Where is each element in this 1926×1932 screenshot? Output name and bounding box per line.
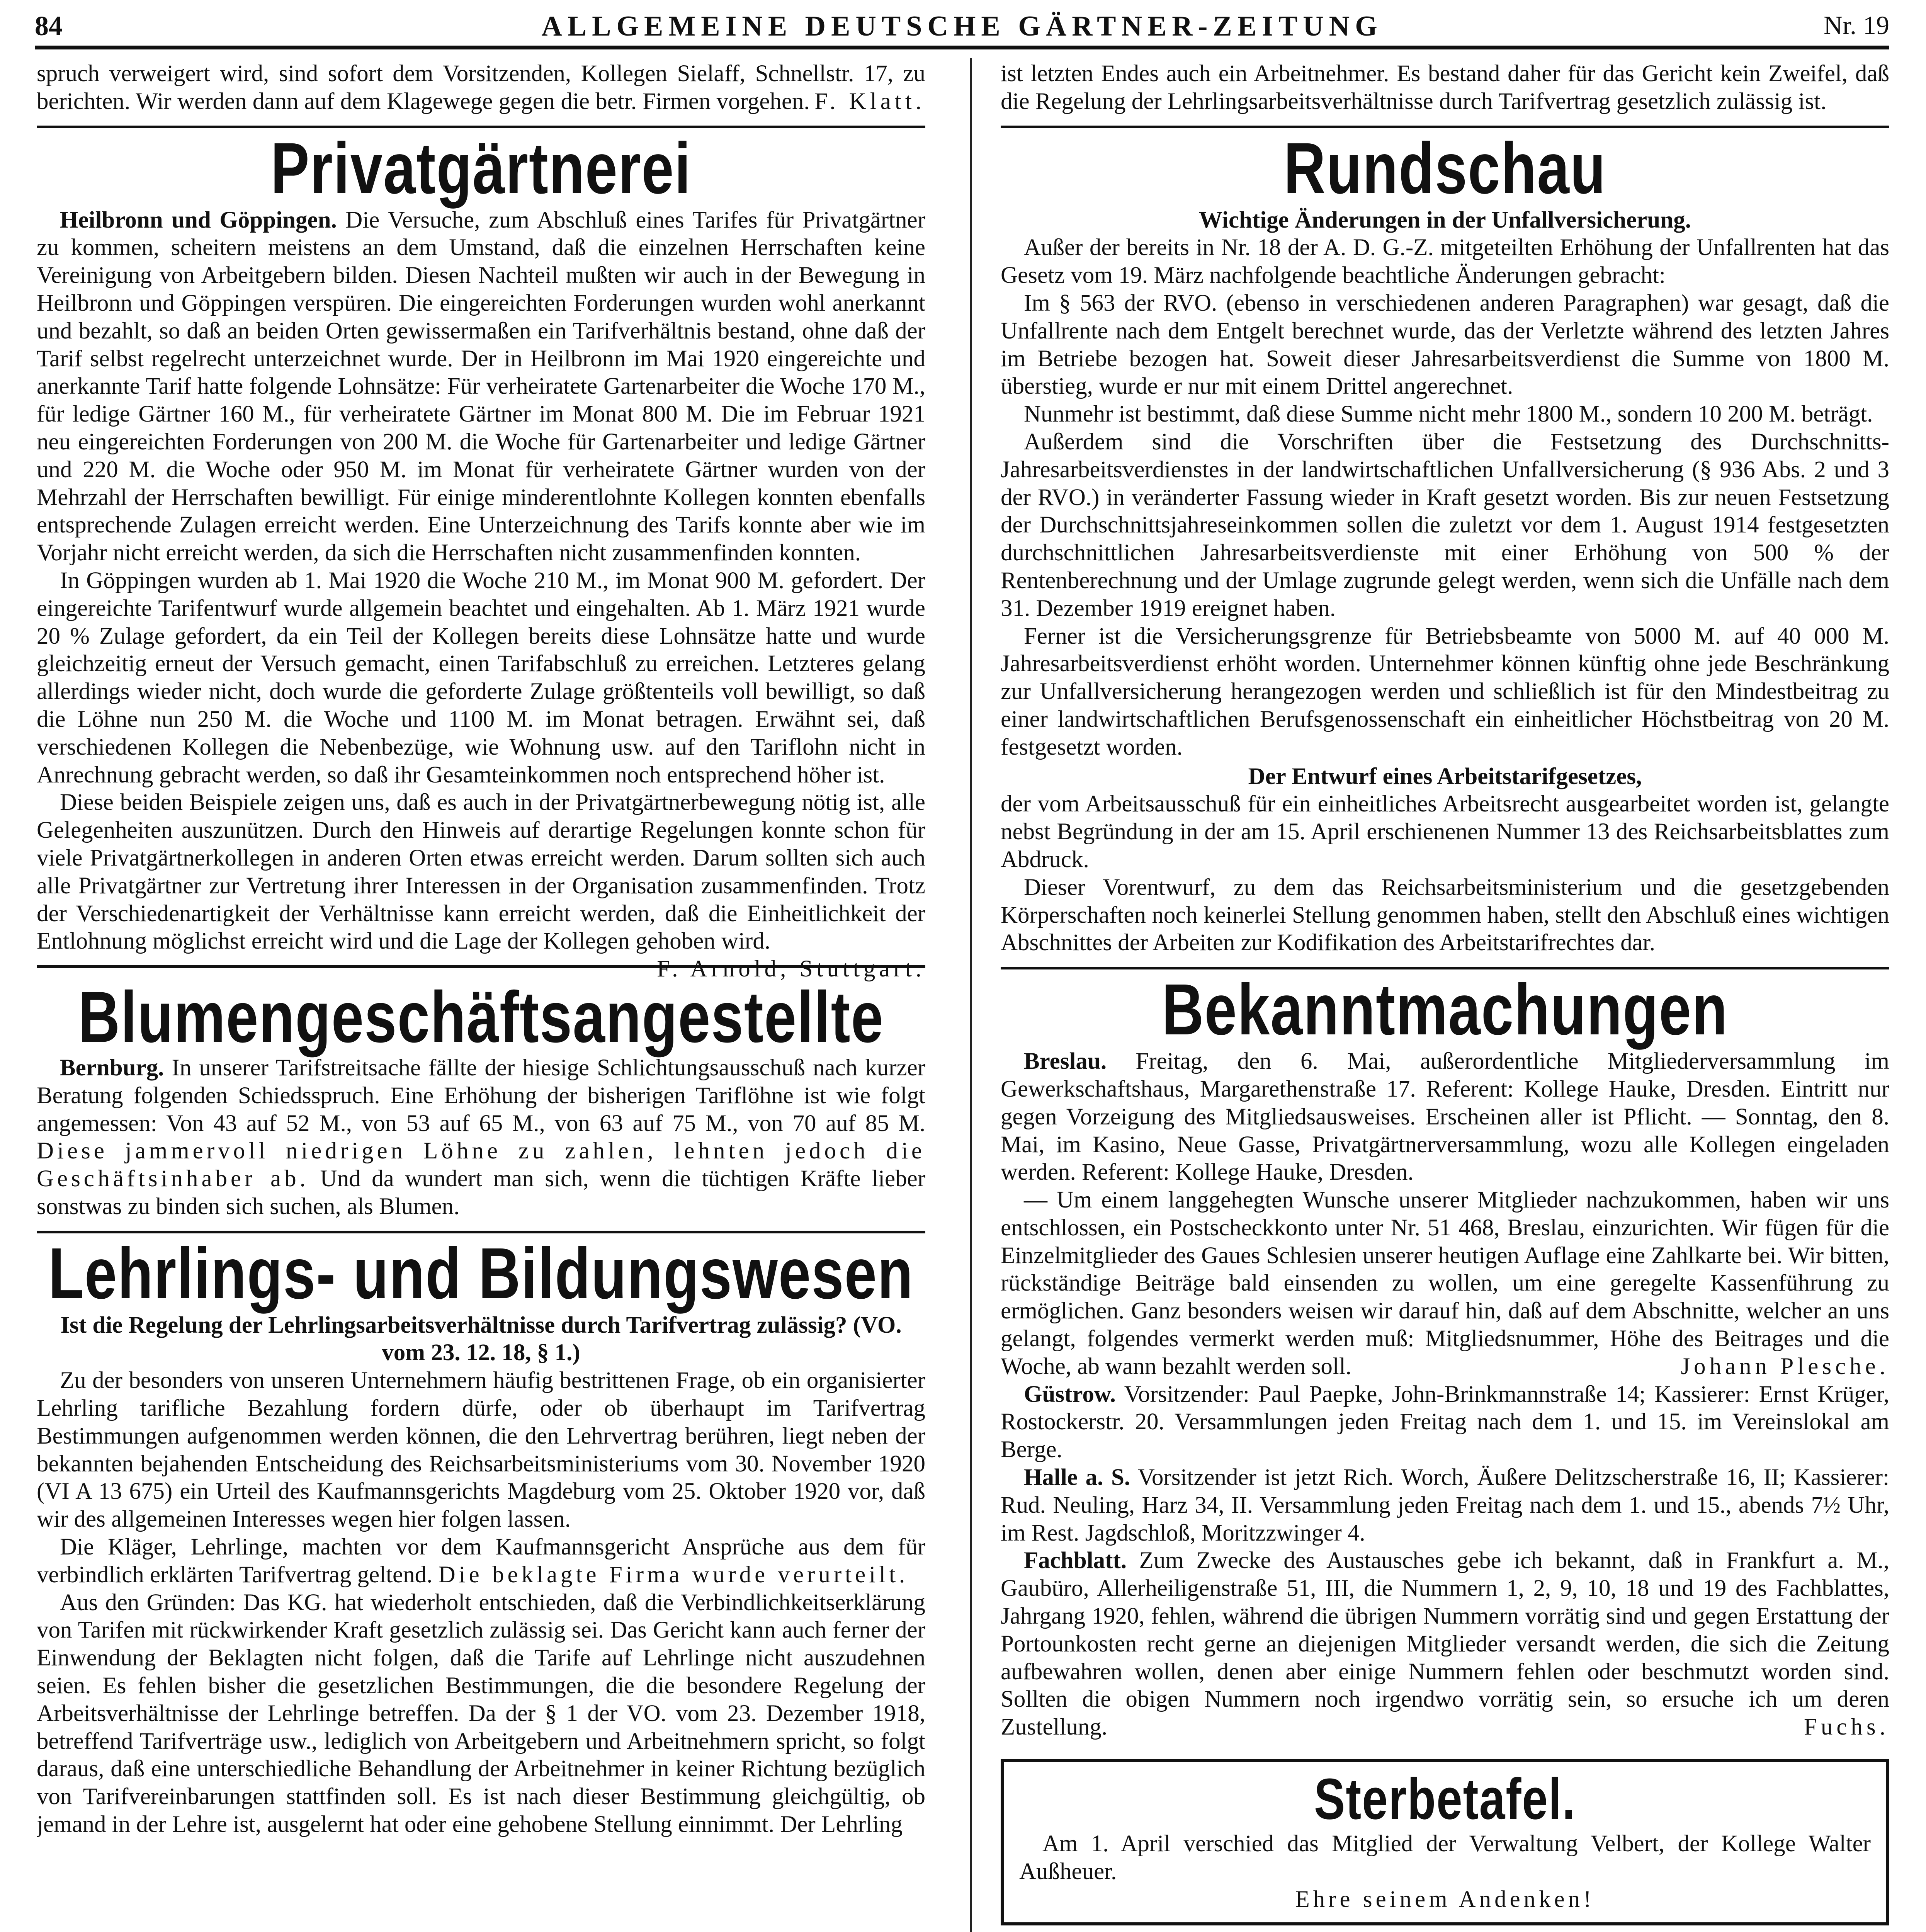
article-paragraph: Dieser Vorentwurf, zu dem das Reichsarbeitsministerium und die gesetzgebenden Körperschaften noch keinerlei Stellung genommen haben, stellt den Abschluß eines wichtigen Abschnittes der Arbeiten zur Kodifikation des Arbeitstarifrechtes dar.	[1001, 874, 1889, 956]
section-heading-rundschau: Rundschau	[1283, 127, 1606, 209]
notice-breslau: Breslau. Freitag, den 6. Mai, außerordentliche Mitgliederversammlung im Gewerkschaftshaus, Margarethenstraße 17. Referent: Kollege Hauke, Dresden. Eintritt nur gegen Vorzeigung des Mitgliedsausweises. Erscheinen aller ist Pflicht. — Sonntag, den 8. Mai, im Kasino, Neue Gasse, Privatgärtnerversammlung, wozu alle Kollegen eingeladen werden. Referent: Kollege Hauke, Dresden.	[1001, 1048, 1889, 1185]
article-paragraph: Diese beiden Beispiele zeigen uns, daß es auch in der Privatgärtnerbewegung nötig ist, alle Gelegenheiten auszunützen. Durch den Hinweis auf derartige Regelungen konnte schon für viele Privatgärtnerkollegen in anderen Orten etwas erreicht werden. Darum sollten sich auch alle Privatgärtner zur Vertretung ihrer Interessen in der Organisation zusammenfinden. Trotz der Verschiedenartigkeit der Verhältnisse kann erreicht werden, daß die Einheitlichkeit der Entlohnung möglichst erreicht wird und die Lage der Kollegen gehoben wird. F. Arnold, Stuttgart.	[37, 789, 925, 955]
continued-text: ist letzten Endes auch ein Arbeitnehmer. Es bestand daher für das Gericht kein Zweifel, daß die Regelung der Lehrlingsarbeitsverhältnisse durch Tarifvertrag gesetzlich zulässig ist.	[1001, 61, 1889, 114]
obituary-closing: Ehre seinem Andenken!	[1295, 1886, 1595, 1912]
obituary-text: Am 1. April verschied das Mitglied der Verwaltung Velbert, der Kollege Walter Außheuer.	[1019, 1831, 1871, 1884]
article-paragraph: Außerdem sind die Vorschriften über die Festsetzung des Durchschnitts-Jahresarbeitsverdienstes in der landwirtschaftlichen Unfallversicherung (§ 936 Abs. 2 und 3 der RVO.) in veränderter Fassung wieder in Kraft gesetzt worden. Bis zur neuen Festsetzung der Durchschnittsjahreseinkommen sollen die zuletzt vor dem 1. August 1914 festgesetzten durchschnittlichen Jahresarbeitsverdienste mit einer Erhöhung von 500 % der Rentenberechnung und der Umlage zugrunde gelegt werden, wenn sich die Unfälle nach dem 31. Dezember 1919 ereignet haben.	[1001, 429, 1889, 621]
notice-guestrow: Güstrow. Vorsitzender: Paul Paepke, John-Brinkmannstraße 14; Kassierer: Ernst Krüger, Rostockerstr. 20. Versammlungen jeden Freitag nach dem 1. und 15. im Vereinslokal am Berge.	[1001, 1381, 1889, 1463]
article-paragraph: Im § 563 der RVO. (ebenso in verschiedenen anderen Paragraphen) war gesagt, daß die Unfallrente nach dem Entgelt berechnet wurde, das der Verletzte während des letzten Jahres im Betriebe bezogen hat. Soweit dieser Jahresarbeitsverdienst die Summe von 1800 M. überstieg, wurde er nur mit einem Drittel angerechnet.	[1001, 290, 1889, 400]
section-heading-bekanntmachungen: Bekanntmachungen	[1162, 969, 1728, 1050]
page-header	[35, 7, 1889, 49]
article-paragraph: Nunmehr ist bestimmt, daß diese Summe nicht mehr 1800 M., sondern 10 200 M. beträgt.	[1024, 401, 1873, 427]
signature: F. Klatt.	[814, 88, 925, 114]
notice-fachblatt: Fachblatt. Zum Zwecke des Austausches gebe ich bekannt, daß in Frankfurt a. M., Gaubüro, Allerheiligenstraße 51, III, die Nummern 1, 2, 9, 10, 18 und 19 des Fachblattes, Jahrgang 1920, fehlen, während die übrigen Nummern vorrätig sind und gegen Erstattung der Portounkosten recht gerne an diejenigen Mitglieder versandt werden, die sich die Zeitung aufbewahren wollen, denen aber einige Nummern fehlen oder beschmutzt worden sind. Sollten die obigen Nummern noch irgendwo vorrätig sein, so ersuche ich um deren Zustellung. Fuchs.	[1001, 1547, 1889, 1741]
column-separator	[970, 58, 972, 1932]
signature: F. Arnold, Stuttgart.	[657, 956, 925, 982]
article-subtitle: Wichtige Änderungen in der Unfallversicherung.	[1199, 207, 1691, 233]
notice-halle: Halle a. S. Vorsitzender ist jetzt Rich. Worch, Äußere Delitzscherstraße 16, II; Kassierer: Rud. Neuling, Harz 34, II. Versammlung jeden Freitag nach dem 1. und 15., abends 7½ Uhr, im Rest. Jagdschloß, Moritzzwinger 4.	[1001, 1464, 1889, 1546]
article-paragraph: Ferner ist die Versicherungsgrenze für Betriebsbeamte von 5000 M. auf 40 000 M. Jahresarbeitsverdienst erhöht worden. Unternehmer können künftig ohne jede Beschränkung zur Unfallversicherung herangezogen werden und schließlich ist für den Mindestbeitrag zu einer landwirtschaftlichen Berufsgenossenschaft ein einheitlicher Höchstbeitrag von 20 M. festgesetzt worden.	[1001, 623, 1889, 760]
section-heading-blumengeschaeft: Blumengeschäftsangestellte	[78, 976, 884, 1058]
issue-number: Nr. 19	[1824, 10, 1889, 40]
article-paragraph: Außer der bereits in Nr. 18 der A. D. G.-Z. mitgeteilten Erhöhung der Unfallrenten hat das Gesetz vom 19. März nachfolgende beachtliche Änderungen gebracht:	[1001, 235, 1889, 289]
signature: Fuchs.	[1804, 1714, 1889, 1740]
left-column	[37, 60, 925, 1932]
article-paragraph: Die Kläger, Lehrlinge, machten vor dem Kaufmannsgericht Ansprüche aus dem für verbindlich erklärten Tarifvertrag geltend. Die beklagte Firma wurde verurteilt.	[37, 1534, 925, 1588]
section-heading-sterbetafel: Sterbetafel.	[1314, 1767, 1576, 1832]
header-rule	[35, 46, 1889, 49]
article-subtitle: Ist die Regelung der Lehrlingsarbeitsverhältnisse durch Tarifvertrag zulässig? (VO. vom 23. 12. 18, § 1.)	[60, 1312, 902, 1366]
article-paragraph: In Göppingen wurden ab 1. Mai 1920 die Woche 210 M., im Monat 900 M. gefordert. Der eingereichte Tarifentwurf wurde allgemein beachtet und eingehalten. Ab 1. März 1921 wurde 20 % Zulage gefordert, da ein Teil der Kollegen bereits diese Lohnsätze hatte und wurde gleichzeitig erneut der Versuch gemacht, einen Tarifabschluß zu erreichen. Letzteres gelang allerdings wieder nicht, doch wurde die geforderte Zulage größtenteils voll bewilligt, so daß die Löhne nun 250 M. die Woche und 1100 M. im Monat betragen. Erwähnt sei, daß verschiedenen Kollegen die Nebenbezüge, wie Wohnung usw. auf den Tariflohn nicht in Anrechnung gebracht werden, so daß ihr Gesamteinkommen noch entsprechend höher ist.	[37, 567, 925, 788]
obituary-box	[1001, 1759, 1889, 1925]
article-paragraph: der vom Arbeitsausschuß für ein einheitliches Arbeitsrecht ausgearbeitet worden ist, gelangte nebst Begründung in der am 15. April erschienenen Nummer 13 des Reichsarbeitsblattes zum Abdruck.	[1001, 791, 1889, 872]
article-paragraph: Zu der besonders von unseren Unternehmern häufig bestrittenen Frage, ob ein organisierter Lehrling tarifliche Bezahlung fordern dürfe, oder ob überhaupt im Tarifvertrag Bestimmungen aufgenommen werden können, die den Lehrvertrag berühren, liegt neben der bekannten bejahenden Entscheidung des Reichsarbeitsministeriums vom 30. November 1920 (VI A 13 675) ein Urteil des Kaufmannsgerichts Magdeburg vom 25. Oktober 1920 vor, daß wir des allgemeinen Interesses wegen hier folgen lassen.	[37, 1367, 925, 1532]
section-heading-lehrlingswesen: Lehrlings- und Bildungswesen	[48, 1232, 914, 1314]
newspaper-title: ALLGEMEINE DEUTSCHE GÄRTNER-ZEITUNG	[541, 10, 1383, 42]
article-paragraph: Heilbronn und Göppingen. Die Versuche, zum Abschluß eines Tarifes für Privatgärtner zu kommen, scheitern meistens an dem Umstand, daß die einzelnen Herrschaften keine Vereinigung von Arbeitgebern bilden. Diesen Nachteil mußten wir auch in der Bewegung in Heilbronn und Göppingen verspüren. Die eingereichten Forderungen wurden wohl anerkannt und bezahlt, so daß an beiden Orten gewissermaßen ein Tarifverhältnis bestand, ohne daß der Tarif selbst regelrecht unterzeichnet wurde. Der in Heilbronn im Mai 1920 eingereichte und anerkannte Tarif hatte folgende Lohnsätze: Für verheiratete Gartenarbeiter die Woche 170 M., für ledige Gärtner 160 M., für verheiratete Gärtner im Monat 800 M. Die im Februar 1921 neu eingereichten Forderungen von 200 M. die Woche für Gartenarbeiter und ledige Gärtner und 220 M. die Woche oder 950 M. im Monat für verheiratete Gärtner wurden von der Mehrzahl der Herrschaften bewilligt. Für einige minderentlohnte Kollegen konnten ebenfalls entsprechende Zulagen erreicht werden. Eine Unterzeichnung des Tarifs konnte aber wie im Vorjahr nicht erreicht werden, da sich die Herrschaften nicht zusammenfinden konnten.	[37, 207, 925, 566]
article-subtitle: Der Entwurf eines Arbeitstarifgesetzes,	[1248, 763, 1642, 789]
article-paragraph: Aus den Gründen: Das KG. hat wiederholt entschieden, daß die Verbindlichkeitserklärung von Tarifen mit rückwirkender Kraft gesetzlich zulässig sei. Das Gericht kann auch ferner der Einwendung der Beklagten nicht folgen, daß die Tarife auf Lehrlinge nicht auszudehnen seien. Es fehlen bisher die gesetzlichen Bestimmungen, die die besondere Regelung der Arbeitsverhältnisse der Lehrlinge betreffen. Da der § 1 der VO. vom 23. Dezember 1918, betreffend Tarifverträge usw., lediglich von Arbeitgebern und Arbeitnehmern spricht, so folgt daraus, daß eine unterschiedliche Behandlung der Arbeitnehmer in keiner Richtung bezüglich von Tarifvereinbarungen stattfinden soll. Es ist nach dieser Bestimmung gleichgültig, ob jemand in der Lehre ist, ausgelernt hat oder eine gehobene Stellung einnimmt. Der Lehrling	[37, 1589, 925, 1838]
page-number: 84	[35, 10, 63, 41]
right-column	[1001, 60, 1889, 1932]
signature: Johann Plesche.	[1681, 1353, 1889, 1379]
section-heading-privatgaertnerei: Privatgärtnerei	[270, 127, 692, 209]
article-paragraph: Bernburg. In unserer Tarifstreitsache fällte der hiesige Schlichtungsausschuß nach kurzer Beratung folgenden Schiedsspruch. Eine Erhöhung der bisherigen Tariflöhne ist wie folgt angemessen: Von 43 auf 52 M., von 53 auf 65 M., von 63 auf 75 M., von 70 auf 85 M. Diese jammervoll niedrigen Löhne zu zahlen, lehnten jedoch die Geschäftsinhaber ab. Und da wundert man sich, wenn die tüchtigen Kräfte lieber sonstwas zu binden sich suchen, als Blumen.	[37, 1054, 925, 1219]
notice-breslau-account: — Um einem langgehegten Wunsche unserer Mitglieder nachzukommen, haben wir uns entschlossen, ein Postscheckkonto unter Nr. 51 468, Breslau, einzurichten. Wir fügen für die Einzelmitglieder des Gaues Schlesien unserer heutigen Auflage eine Zahlkarte bei. Wir bitten, rückständige Beiträge bald einsenden zu wollen, um eine geregelte Kassenführung zu ermöglichen. Ganz besonders weisen wir darauf hin, daß auf dem Abschnitte, welcher an uns gelangt, folgendes vermerkt werden muß: Mitgliedsnummer, Höhe des Beitrages und die Woche, ab wann bezahlt werden soll. Johann Plesche.	[1001, 1186, 1889, 1381]
continued-text: spruch verweigert wird, sind sofort dem Vorsitzenden, Kollegen Sielaff, Schnellstr. 17, zu berichten. Wir werden dann auf dem Klagewege gegen die betr. Firmen vorgehen. F. Klatt.	[37, 60, 925, 116]
